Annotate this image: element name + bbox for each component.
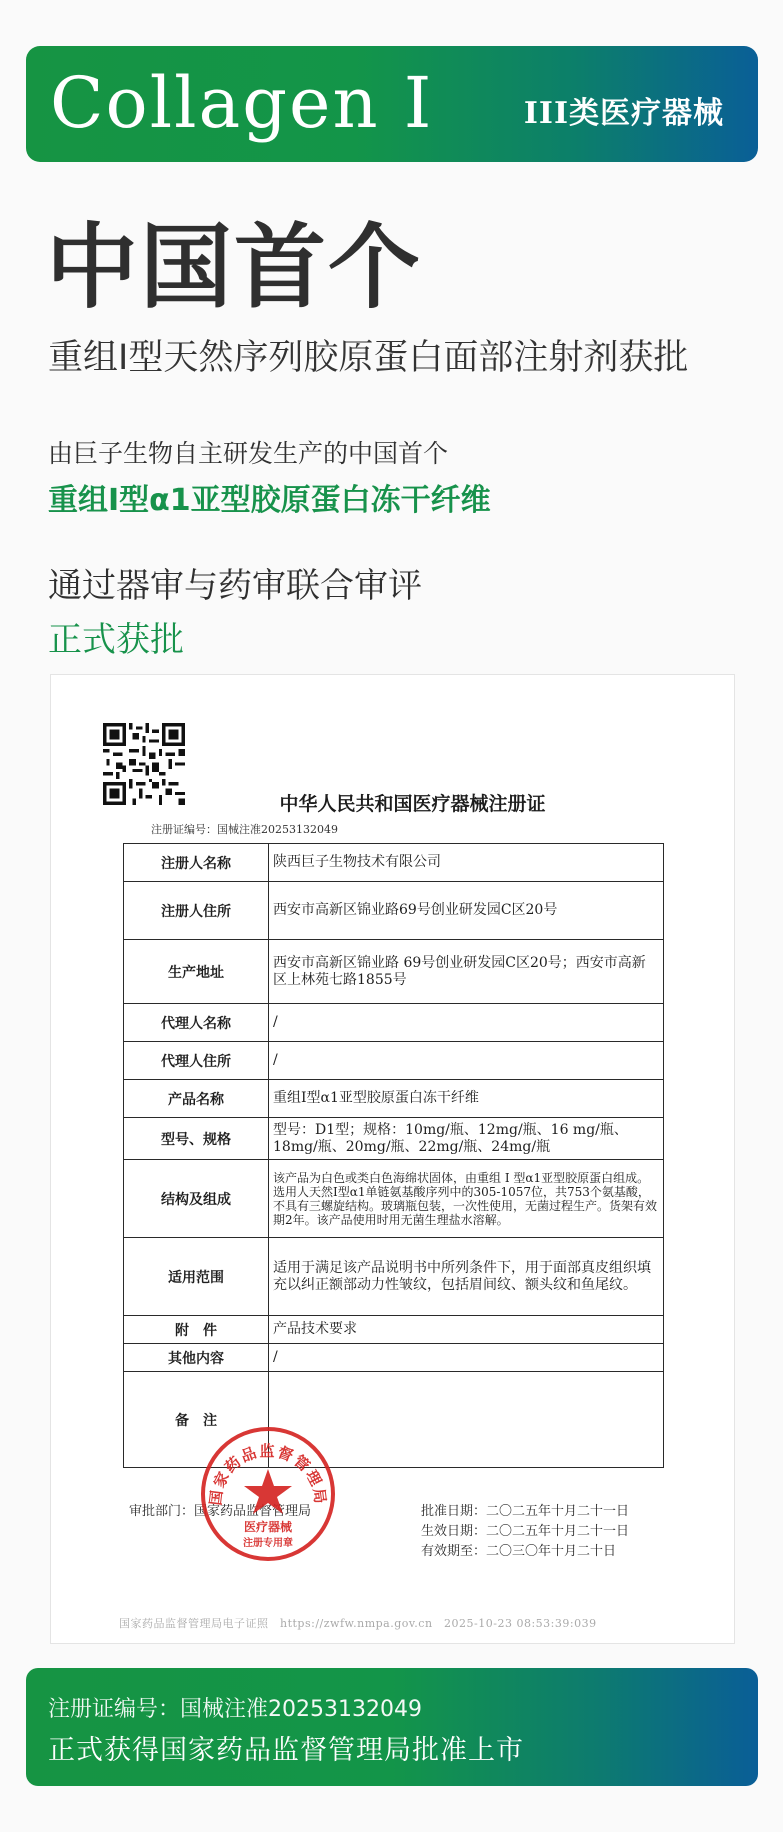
row-key: 代理人住所 (124, 1042, 269, 1080)
row-key: 结构及组成 (124, 1160, 269, 1238)
row-key: 注册人住所 (124, 882, 269, 940)
row-value: 该产品为白色或类白色海绵状固体，由重组 I 型α1亚型胶原蛋白组成。选用人天然I型α1单链氨基酸序列中的305-1057位，共753个氨基酸，不具有三螺旋结构。玻璃瓶包装，一次性使用，无菌过程生产。货架有效期2年。该产品使用时用无菌生理盐水溶解。 (269, 1160, 664, 1238)
headline-big: 中国首个 (46, 214, 423, 321)
row-key: 其他内容 (124, 1344, 269, 1372)
seal-ring-text: 国家药品监督管理局 (206, 1442, 330, 1507)
device-class-label: III类医疗器械 (523, 96, 724, 131)
table-row (124, 940, 664, 1004)
row-value: 型号：D1型；规格：10mg/瓶、12mg/瓶、16 mg/瓶、18mg/瓶、20mg/瓶、22mg/瓶、24mg/瓶 (269, 1118, 664, 1160)
row-key: 适用范围 (124, 1238, 269, 1316)
row-key: 注册人名称 (124, 844, 269, 882)
table-row (124, 1238, 664, 1316)
approval-date: 批准日期：二〇二五年十月二十一日 (421, 1504, 630, 1519)
table-row (124, 844, 664, 882)
footer-banner (26, 1668, 758, 1786)
row-key: 代理人名称 (124, 1004, 269, 1042)
row-value: 西安市高新区锦业路 69号创业研发园C区20号；西安市高新区上林苑七路1855号 (269, 940, 664, 1004)
intro-line-1: 由巨子生物自主研发生产的中国首个 (48, 439, 449, 468)
row-key: 备 注 (124, 1372, 269, 1468)
certificate-title: 中华人民共和国医疗器械注册证 (279, 793, 546, 815)
row-key: 附 件 (124, 1316, 269, 1344)
row-value: 陕西巨子生物技术有限公司 (269, 844, 664, 882)
seal-center-text: 医疗器械 (243, 1520, 293, 1534)
registration-certificate (50, 674, 735, 1644)
row-value: / (269, 1004, 664, 1042)
row-value: 重组I型α1亚型胶原蛋白冻干纤维 (269, 1080, 664, 1118)
row-key: 型号、规格 (124, 1118, 269, 1160)
approval-department: 审批部门：国家药品监督管理局 (129, 1504, 312, 1519)
footer-reg-number: 注册证编号：国械注准20253132049 (48, 1697, 422, 1722)
row-value: / (269, 1344, 664, 1372)
table-row (124, 1316, 664, 1344)
product-title: Collagen I (50, 62, 434, 144)
row-key: 生产地址 (124, 940, 269, 1004)
valid-until-date: 有效期至：二〇三〇年十月二十日 (421, 1544, 617, 1559)
effective-date: 生效日期：二〇二五年十月二十一日 (421, 1524, 630, 1539)
table-row (124, 1042, 664, 1080)
row-key: 产品名称 (124, 1080, 269, 1118)
table-row (124, 1004, 664, 1042)
footer-approval-line: 正式获得国家药品监督管理局批准上市 (48, 1735, 524, 1766)
table-row (124, 1160, 664, 1238)
row-value: / (269, 1042, 664, 1080)
row-value: 产品技术要求 (269, 1316, 664, 1344)
intro-product-name: 重组I型α1亚型胶原蛋白冻干纤维 (48, 483, 491, 518)
table-row (124, 882, 664, 940)
seal-bottom-text: 注册专用章 (243, 1538, 293, 1549)
table-row (124, 1344, 664, 1372)
header-banner (26, 46, 758, 162)
certificate-number: 注册证编号：国械注准20253132049 (151, 823, 338, 836)
row-value: 适用于满足该产品说明书中所列条件下，用于面部真皮组织填充以纠正额部动力性皱纹，包括眉间纹、额头纹和鱼尾纹。 (269, 1238, 664, 1316)
electronic-license-footnote: 国家药品监督管理局电子证照 https://zwfw.nmpa.gov.cn 2025-10-23 08:53:39:039 (119, 1617, 597, 1630)
row-value: 西安市高新区锦业路69号创业研发园C区20号 (269, 882, 664, 940)
official-seal-stamp (199, 1425, 337, 1563)
table-row (124, 1118, 664, 1160)
table-row (124, 1080, 664, 1118)
registration-table (123, 843, 664, 1468)
intro-approved-line: 正式获批 (48, 620, 184, 660)
headline-subtitle: 重组I型天然序列胶原蛋白面部注射剂获批 (48, 338, 689, 378)
intro-review-line: 通过器审与药审联合审评 (48, 566, 422, 606)
